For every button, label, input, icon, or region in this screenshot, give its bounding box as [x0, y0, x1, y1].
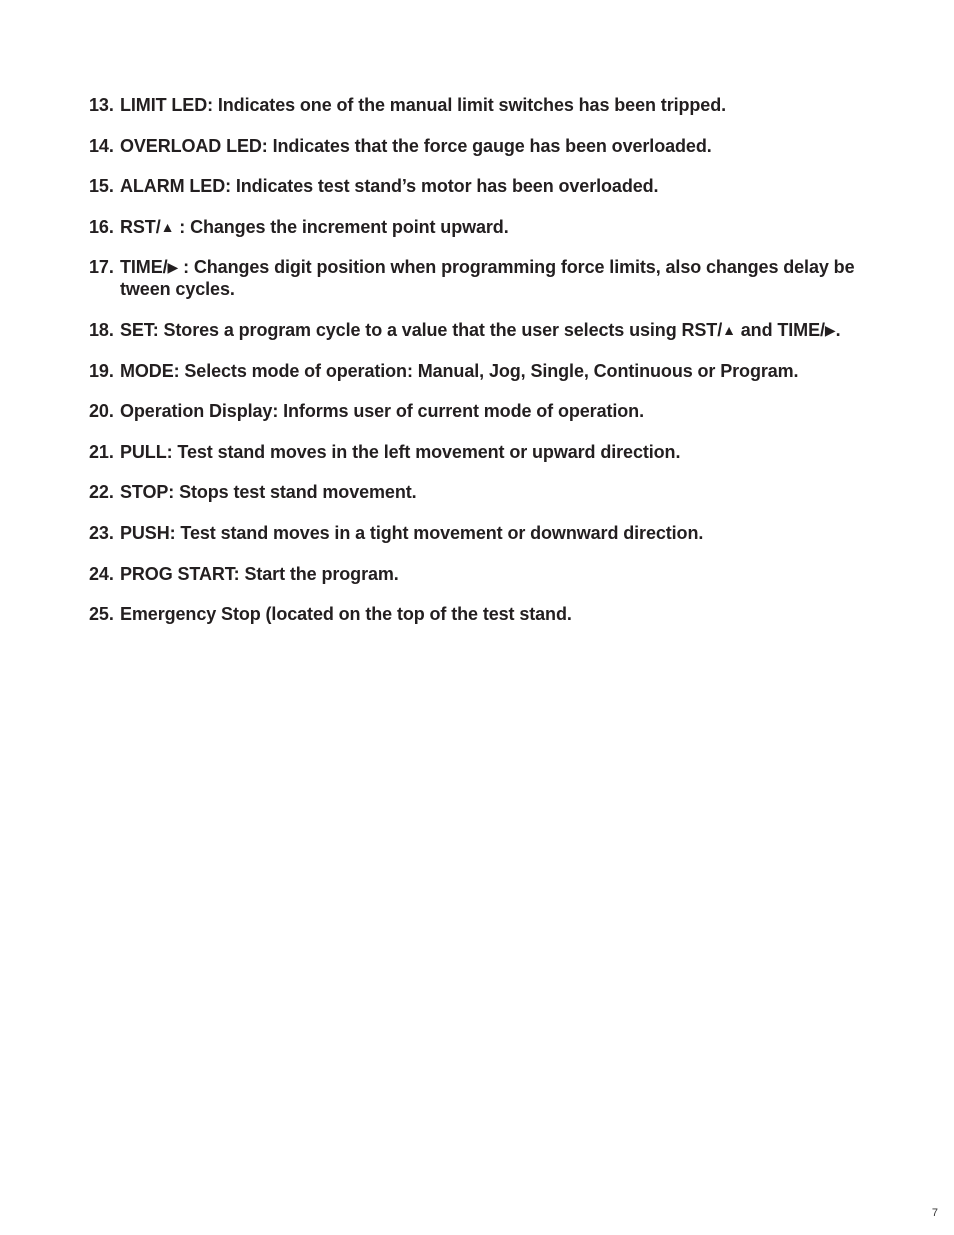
item-text: MODE: Selects mode of operation: Manual, Jog, Single, Continuous or Program. [120, 360, 799, 381]
list-item [89, 481, 909, 503]
item-number: 21. [89, 441, 114, 462]
list-item [89, 256, 909, 300]
list-item [89, 563, 909, 585]
item-text: Emergency Stop (located on the top of the test stand. [120, 604, 572, 625]
list-item [89, 216, 909, 238]
list-item [89, 522, 909, 544]
item-text: LIMIT LED: Indicates one of the manual limit switches has been tripped. [120, 95, 726, 115]
item-text: : Changes the increment point upward. [174, 216, 509, 237]
right-triangle-icon: ▶ [824, 321, 836, 338]
item-number: 14. [89, 135, 114, 156]
control-description-list [89, 94, 909, 644]
item-number: 24. [89, 563, 114, 584]
item-text: SET: Stores a program cycle to a value that the user selects using RST/ [120, 319, 723, 340]
up-triangle-icon: ▲ [160, 218, 175, 235]
item-text: OVERLOAD LED: Indicates that the force gauge has been overloaded. [120, 135, 712, 156]
list-item [89, 441, 909, 463]
item-text: PULL: Test stand moves in the left movement or upward direction. [120, 441, 681, 462]
item-number: 19. [89, 360, 114, 381]
item-text: . [835, 319, 841, 340]
up-triangle-icon: ▲ [722, 321, 736, 338]
item-number: 22. [89, 482, 114, 503]
item-text: RST/ [120, 216, 161, 237]
item-number: 23. [89, 522, 114, 543]
item-text: ALARM LED: Indicates test stand’s motor has been overloaded. [120, 176, 659, 197]
list-item [89, 94, 909, 116]
item-text: : Changes digit position when programming force limits, also changes delay be tween cycles. [120, 257, 855, 300]
list-item [89, 603, 909, 625]
item-number: 17. [89, 257, 114, 278]
page-number: 7 [931, 1207, 938, 1219]
item-number: 18. [89, 319, 114, 340]
item-text: TIME/ [120, 257, 168, 278]
item-number: 25. [89, 604, 114, 625]
item-number: 20. [89, 401, 114, 422]
item-text: PROG START: Start the program. [120, 563, 399, 584]
list-item [89, 135, 909, 157]
item-number: 13. [89, 95, 114, 115]
list-item [89, 175, 909, 197]
item-text: STOP: Stops test stand movement. [120, 482, 417, 503]
list-item [89, 400, 909, 422]
item-text: and TIME/ [735, 319, 825, 340]
item-text: PUSH: Test stand moves in a tight movement or downward direction. [120, 522, 704, 543]
item-number: 16. [89, 216, 114, 237]
item-number: 15. [89, 176, 114, 197]
list-item [89, 319, 909, 341]
right-triangle-icon: ▶ [167, 259, 179, 276]
list-item [89, 360, 909, 382]
item-text: Operation Display: Informs user of current mode of operation. [120, 401, 644, 422]
